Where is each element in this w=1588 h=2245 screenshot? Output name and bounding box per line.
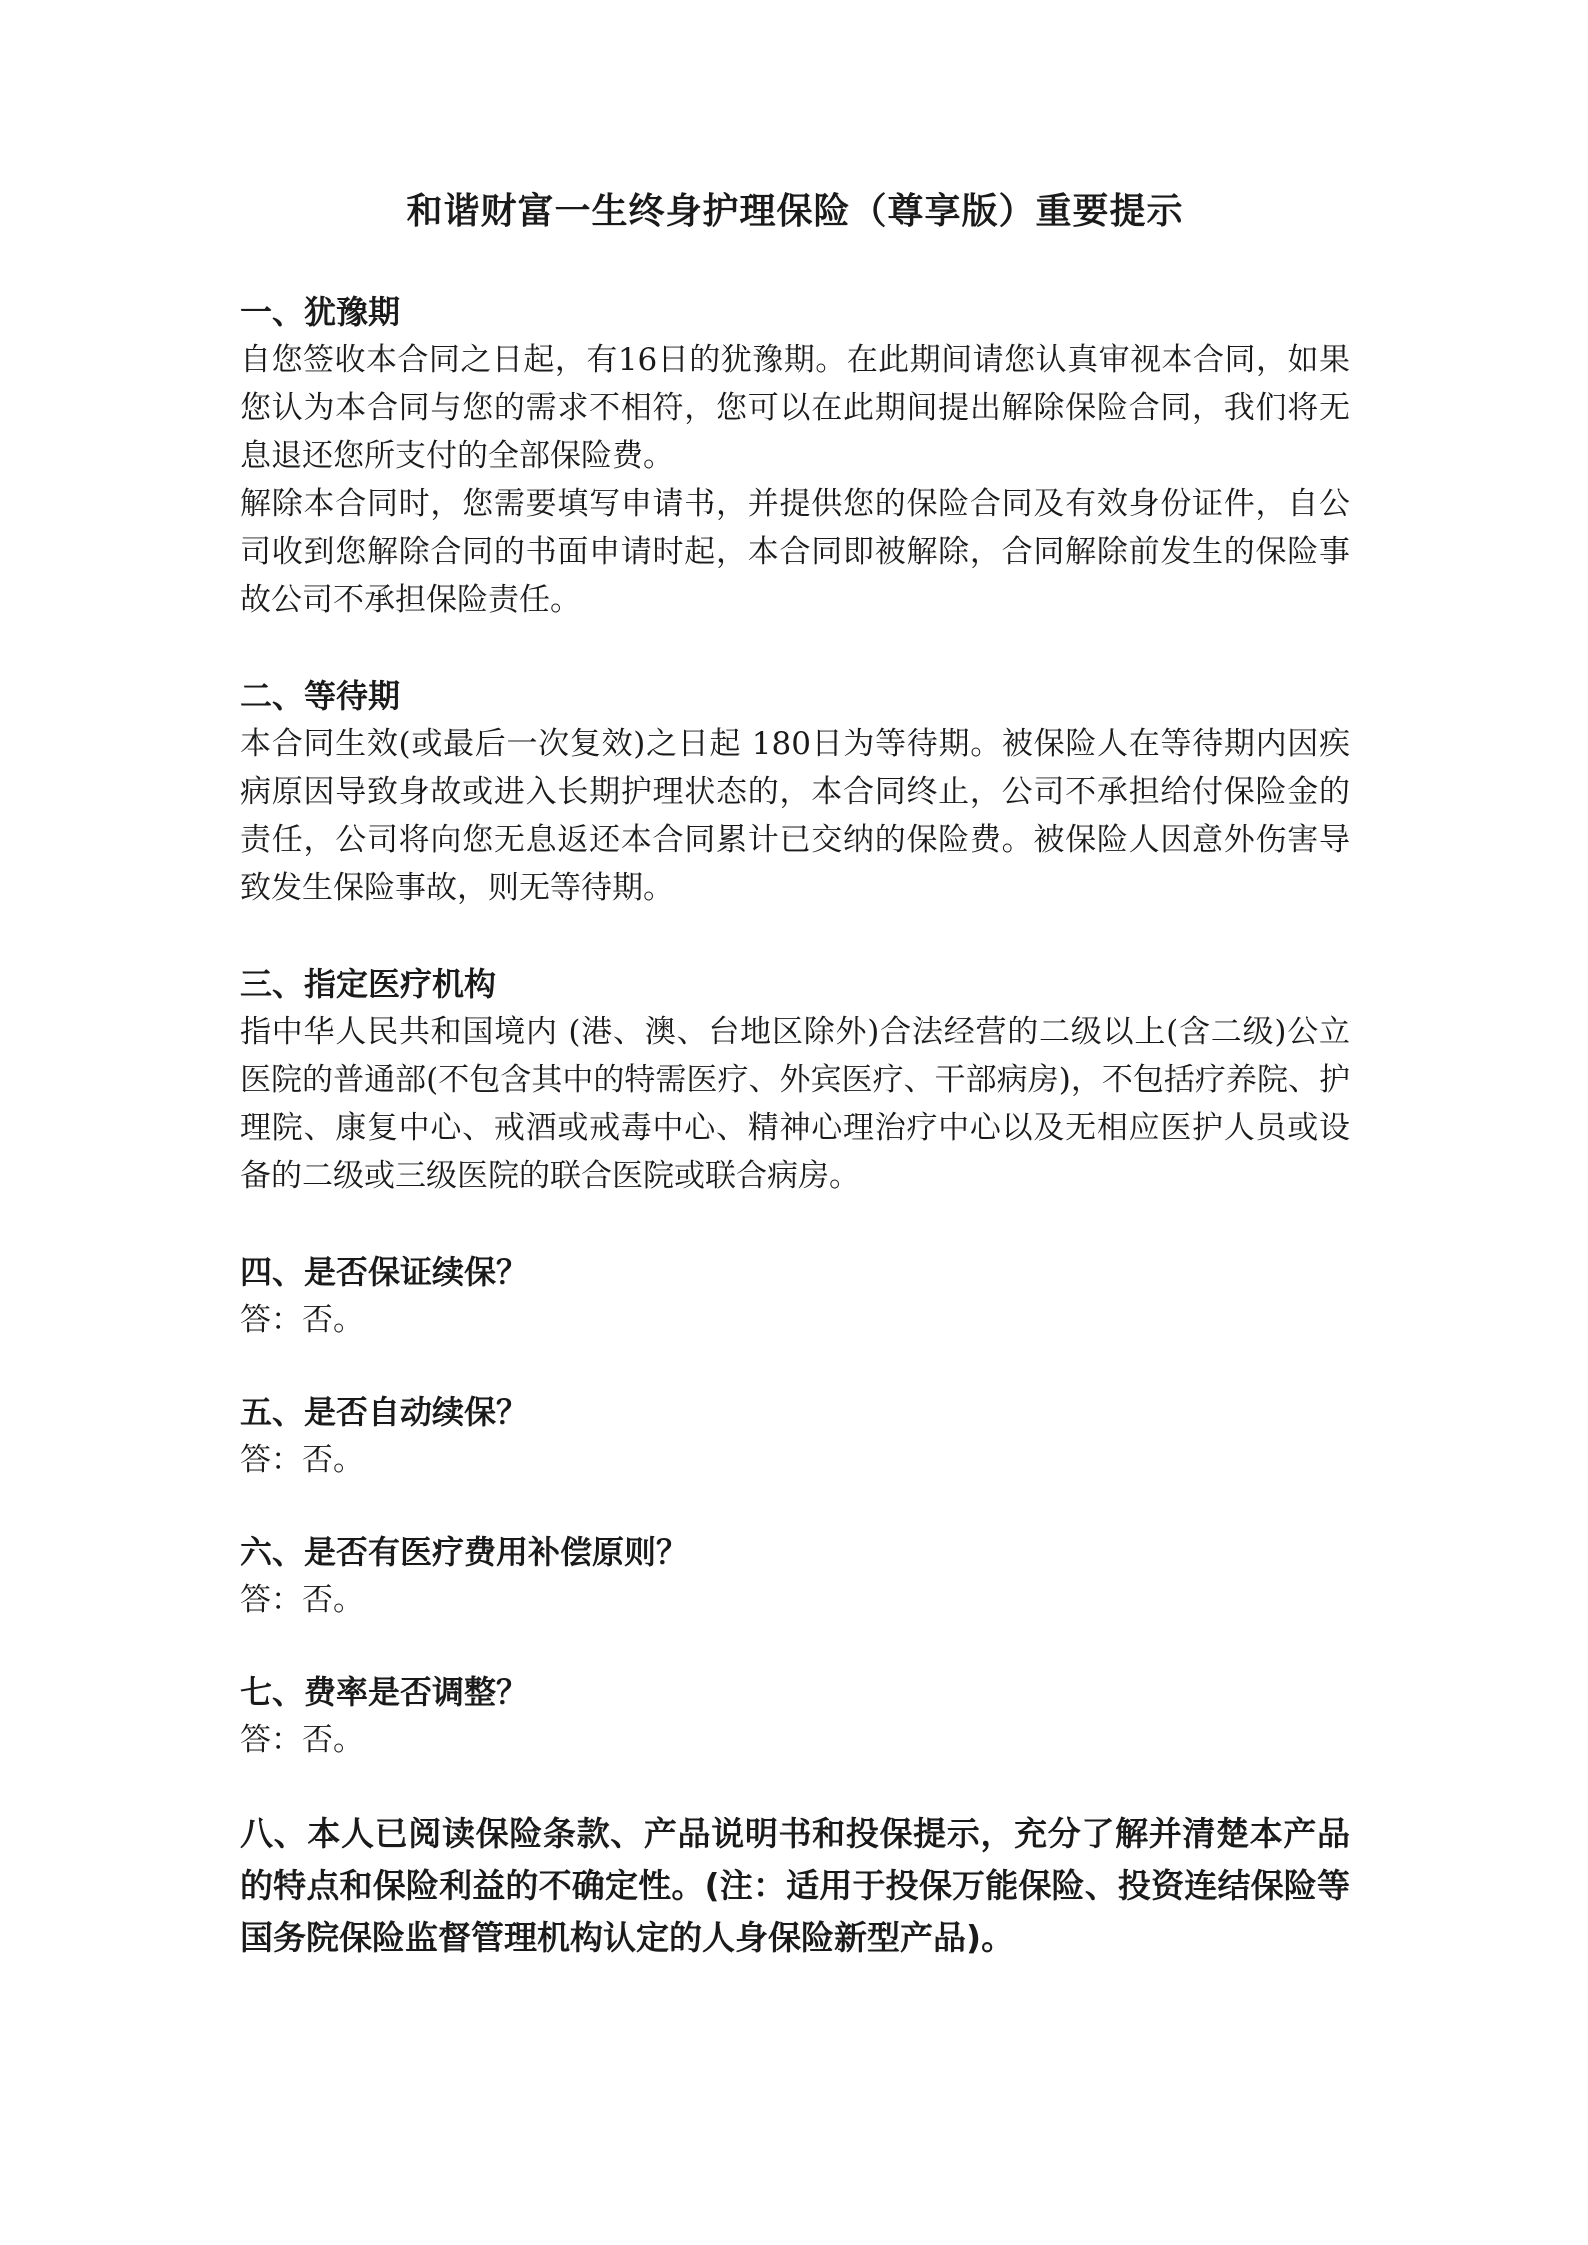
section-heading: 四、是否保证续保？ <box>240 1253 529 1291</box>
section-cooling-off-period <box>240 288 1350 624</box>
section-automatic-renewal <box>240 1388 1350 1484</box>
section-answer: 答：否。 <box>240 1722 364 1758</box>
section-heading: 一、犹豫期 <box>240 293 401 331</box>
section-paragraph: 指中华人民共和国境内 (港、澳、台地区除外)合法经营的二级以上(含二级)公立医院的普通部(不包含其中的特需医疗、外宾医疗、干部病房)，不包括疗养院、护理院、康复中心、戒酒或戒毒中心、精神心理治疗中心以及无相应医护人员或设备的二级或三级医院的联合医院或联合病房。 <box>240 1014 1350 1194</box>
section-paragraph: 本合同生效(或最后一次复效)之日起 180日为等待期。被保险人在等待期内因疾病原因导致身故或进入长期护理状态的，本合同终止，公司不承担给付保险金的责任，公司将向您无息返还本合同累计已交纳的保险费。被保险人因意外伤害导致发生保险事故，则无等待期。 <box>240 726 1350 906</box>
declaration-text: 八、本人已阅读保险条款、产品说明书和投保提示，充分了解并清楚本产品的特点和保险利益的不确定性。(注：适用于投保万能保险、投资连结保险等国务院保险监督管理机构认定的人身保险新型产品)。 <box>240 1814 1350 1957</box>
section-paragraph: 自您签收本合同之日起，有16日的犹豫期。在此期间请您认真审视本合同，如果您认为本合同与您的需求不相符，您可以在此期间提出解除保险合同，我们将无息退还您所支付的全部保险费。 <box>240 342 1350 474</box>
document-title: 和谐财富一生终身护理保险（尊享版）重要提示 <box>406 191 1184 232</box>
section-heading: 七、费率是否调整？ <box>240 1673 529 1711</box>
section-answer: 答：否。 <box>240 1442 364 1478</box>
section-waiting-period <box>240 672 1350 912</box>
section-heading: 二、等待期 <box>240 677 401 715</box>
section-answer: 答：否。 <box>240 1302 364 1338</box>
section-heading: 三、指定医疗机构 <box>240 965 497 1003</box>
section-heading: 五、是否自动续保？ <box>240 1393 529 1431</box>
section-heading: 六、是否有医疗费用补偿原则？ <box>240 1533 689 1571</box>
section-designated-medical-institution <box>240 960 1350 1200</box>
section-answer: 答：否。 <box>240 1582 364 1618</box>
section-rate-adjustment <box>240 1668 1350 1764</box>
section-paragraph: 解除本合同时，您需要填写申请书，并提供您的保险合同及有效身份证件，自公司收到您解除合同的书面申请时起，本合同即被解除，合同解除前发生的保险事故公司不承担保险责任。 <box>240 486 1350 618</box>
section-medical-cost-compensation <box>240 1528 1350 1624</box>
section-declaration <box>240 1808 1350 1964</box>
section-guaranteed-renewal <box>240 1248 1350 1344</box>
